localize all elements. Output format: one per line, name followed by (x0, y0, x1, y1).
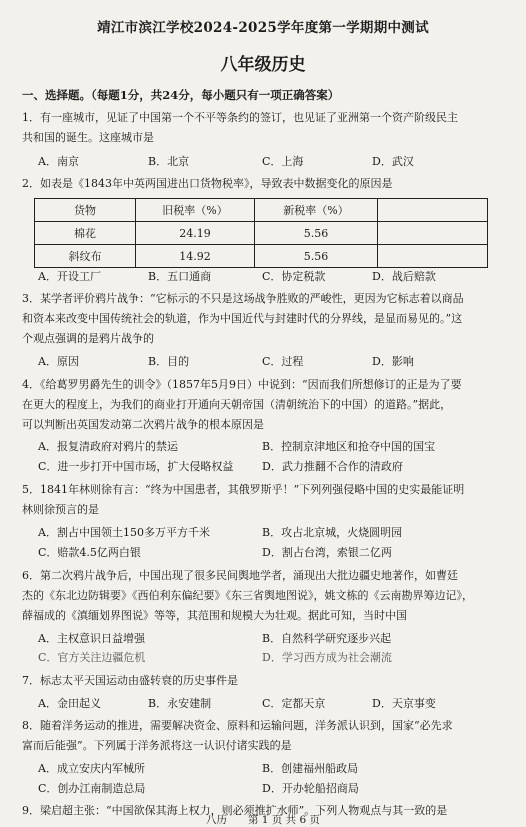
table-header-cell: 货物 (35, 199, 136, 222)
q2-option-c: C．协定税款 (262, 270, 326, 283)
table-cell: 24.19 (136, 222, 255, 245)
table-header-cell (378, 199, 488, 222)
q8-stem-line1: 8．随着洋务运动的推进，需要解决资金、原料和运输问题，洋务派认识到，国家“必先求 (22, 719, 453, 732)
q3-stem-line1: 3．某学者评价鸦片战争：“它标示的不只是这场战争胜败的严峻性，更因为它标志着以商品 (22, 292, 464, 305)
table-cell: 14.92 (136, 245, 255, 268)
q3-option-a: A．原因 (38, 355, 79, 368)
q5-option-b: B．攻占北京城，火烧圆明园 (262, 526, 403, 539)
q1-option-d: D．武汉 (372, 155, 414, 168)
q5-option-a: A．割占中国领土150多万平方千米 (38, 526, 210, 539)
q6-option-a: A．主权意识日益增强 (38, 632, 145, 645)
q7-option-a: A．金田起义 (38, 697, 101, 710)
table-cell: 5.56 (255, 245, 378, 268)
q8-option-d: D．开办轮船招商局 (262, 782, 359, 795)
table-cell: 棉花 (35, 222, 136, 245)
q3-option-b: B．目的 (148, 355, 190, 368)
q2-option-b: B．五口通商 (148, 270, 212, 283)
q4-stem-line3: 可以判断出英国发动第二次鸦片战争的根本原因是 (22, 418, 264, 431)
q7-stem: 7．标志太平天国运动由盛转衰的历史事件是 (22, 674, 238, 687)
q7-option-b: B．永安建制 (148, 697, 212, 710)
table-header-cell: 新税率（%） (255, 199, 378, 222)
section-heading: 一、选择题。（每题1分，共24分，每小题只有一项正确答案） (22, 88, 340, 102)
q4-option-c: C．进一步打开中国市场，扩大侵略权益 (38, 460, 234, 473)
q1-stem-line1: 1．有一座城市，见证了中国第一个不平等条约的签订，也见证了亚洲第一个资产阶级民主 (22, 111, 458, 124)
q2-option-d: D．战后赔款 (372, 270, 436, 283)
q1-option-b: B．北京 (148, 155, 190, 168)
q8-option-a: A．成立安庆内军械所 (38, 762, 145, 775)
table-header-cell: 旧税率（%） (136, 199, 255, 222)
table-row (35, 245, 488, 268)
q5-stem-line2: 林则徐预言的是 (22, 503, 99, 516)
table-cell (378, 245, 488, 268)
q3-stem-line2: 和资本来改变中国传统社会的轨道，作为中国近代与封建时代的分界线，是显而易见的。”这 (22, 312, 463, 325)
q6-stem-line2: 杰的《东北边防辑要》《西伯利东偏纪要》《东三省舆地图说》，姚文栋的《云南勘界筹边记》， (22, 589, 473, 602)
q3-option-c: C．过程 (262, 355, 304, 368)
q5-option-c: C．赔款4.5亿两白银 (38, 546, 141, 559)
q2-stem: 2．如表是《1843年中英两国进出口货物税率》，导致表中数据变化的原因是 (22, 177, 393, 190)
q8-option-b: B．创建福州船政局 (262, 762, 359, 775)
q4-option-b: B．控制京津地区和抢夺中国的国宝 (262, 440, 436, 453)
q1-option-c: C．上海 (262, 155, 304, 168)
q9-stem: 9．梁启超主张：“中国欲保其海上权力，则必须推扩水师”。下列人物观点与其一致的是 (22, 804, 448, 817)
q6-option-c: C．官方关注边疆危机 (38, 651, 146, 664)
q1-option-a: A．南京 (38, 155, 79, 168)
q7-option-c: C．定都天京 (262, 697, 326, 710)
q3-stem-line3: 个观点强调的是鸦片战争的 (22, 332, 154, 345)
q5-stem-line1: 5．1841年林则徐有言：“终为中国患者，其俄罗斯乎！”下列列强侵略中国的史实最能证明 (22, 483, 465, 496)
q1-stem-line2: 共和国的诞生。这座城市是 (22, 131, 154, 144)
table-header-row (35, 199, 488, 222)
tax-rate-table (34, 198, 488, 268)
q6-option-d: D．学习西方成为社会潮流 (262, 651, 392, 664)
q2-option-a: A．开设工厂 (38, 270, 101, 283)
q4-stem-line2: 在更大的程度上，为我们的商业打开通向天朝帝国（清朝统治下的中国）的道路。”据此， (22, 398, 452, 411)
exam-subject: 八年级历史 (220, 55, 306, 75)
q4-option-a: A．报复清政府对鸦片的禁运 (38, 440, 178, 453)
table-cell: 5.56 (255, 222, 378, 245)
exam-title: 靖江市滨江学校2024-2025学年度第一学期期中测试 (97, 20, 429, 36)
page-footer: 八历 第 1 页 共 6 页 (205, 814, 321, 826)
table-cell: 斜纹布 (35, 245, 136, 268)
table-row (35, 222, 488, 245)
q6-stem-line3: 薛福成的《滇缅划界图说》等等，其范围和规模大为壮观。据此可知，当时中国 (22, 609, 407, 622)
q8-stem-line2: 富而后能强”。下列属于洋务派将这一认识付诸实践的是 (22, 739, 292, 752)
table-cell (378, 222, 488, 245)
q6-option-b: B．自然科学研究逐步兴起 (262, 632, 392, 645)
q4-option-d: D．武力推翻不合作的清政府 (262, 460, 403, 473)
q7-option-d: D．天京事变 (372, 697, 436, 710)
q5-option-d: D．割占台湾，索银二亿两 (262, 546, 392, 559)
q3-option-d: D．影响 (372, 355, 414, 368)
q4-stem-line1: 4．《给葛罗男爵先生的训令》（1857年5月9日）中说到：“因而我们所想修订的正是为了要 (22, 378, 462, 391)
q8-option-c: C．创办江南制造总局 (38, 782, 146, 795)
q6-stem-line1: 6．第二次鸦片战争后，中国出现了很多民间舆地学者，涌现出大批边疆史地著作，如曹廷 (22, 569, 458, 582)
